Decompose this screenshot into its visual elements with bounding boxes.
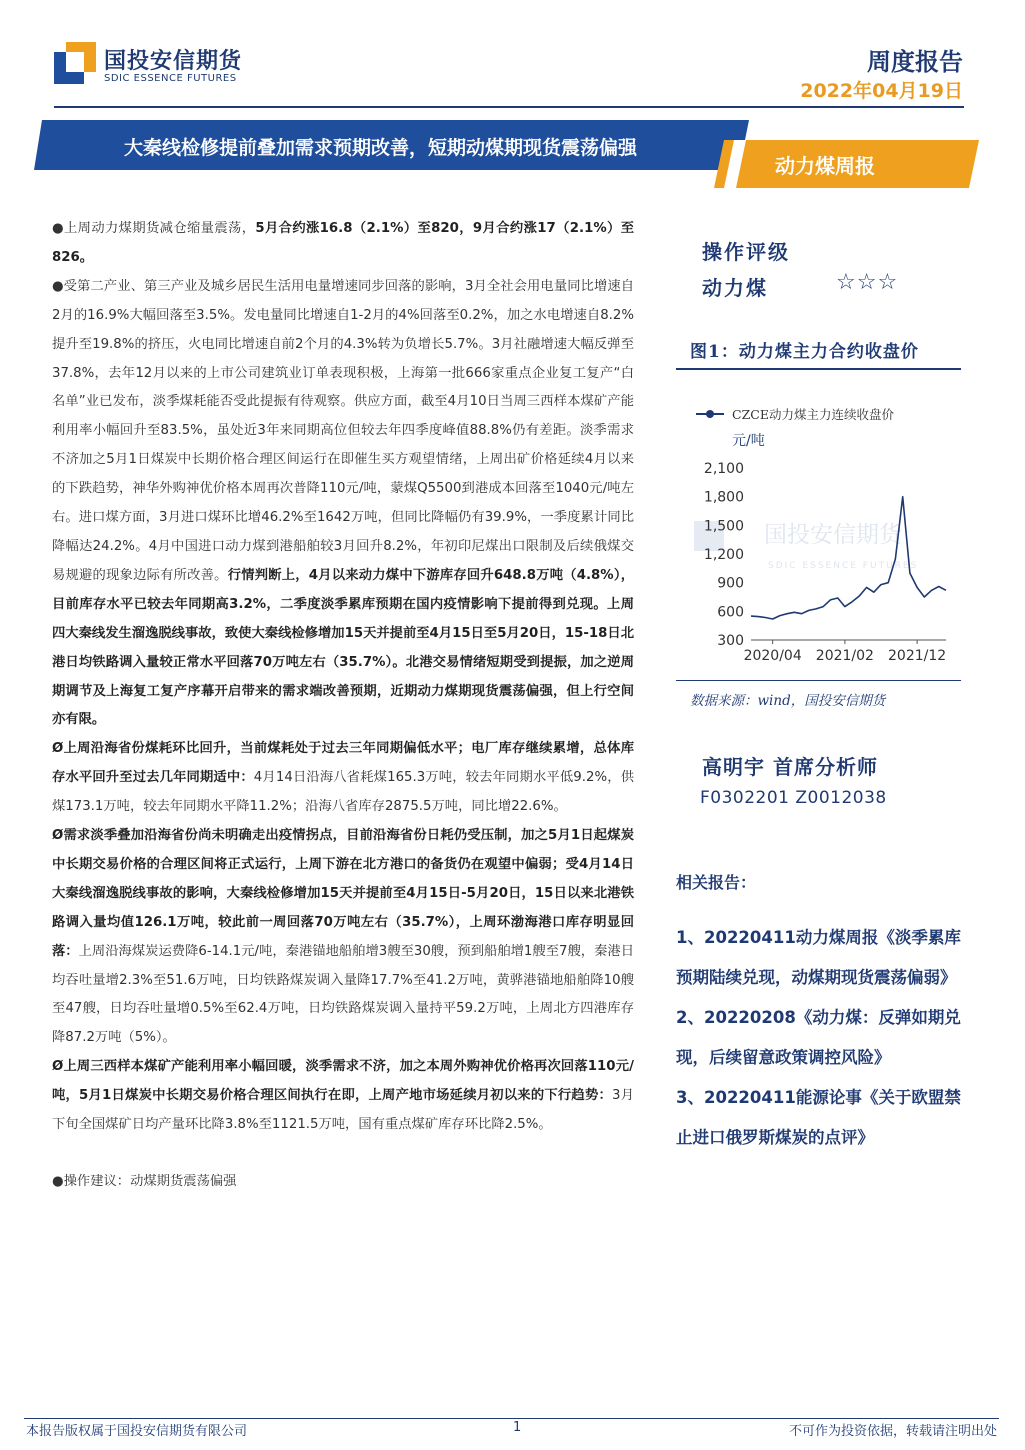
text-run-bold: 5月合约涨16.8（2.1%）至820，9月合约涨17（2.1%）至826。	[52, 221, 635, 265]
figure-bottom-divider	[676, 680, 961, 681]
rating-stars-icon: ☆☆☆	[836, 270, 899, 295]
footer-divider	[24, 1418, 999, 1419]
footer-disclaimer: 不可作为投资依据，转载请注明出处	[788, 1424, 997, 1439]
legend-marker	[706, 410, 714, 418]
related-report-link[interactable]: 2、20220208《动力煤：反弹如期兑现，后续留意政策调控风险》	[676, 1008, 961, 1067]
text-run-bold: Ø需求淡季叠加沿海省份尚未明确走出疫情拐点，目前沿海省份日耗仍受压制，加之5月1日起煤炭中长期交易价格的合理区间将正式运行，上周下游在北方港口的备货仍在观望中偏弱；受4月14日大秦线溜逸脱线事故的影响，大秦线检修增加15天并提前至4月15日-5月20日，15日以来北港铁路调入量均值126.1万吨，较此前一周回落70万吨左右（35.7%），上周环渤海港口库存明显回落：	[52, 828, 634, 959]
text-run-bold: Ø上周三西样本煤矿产能利用率小幅回暖，淡季需求不济，加之本周外购神优价格再次回落110元/吨，5月1日煤炭中长期交易价格合理区间执行在即，上周产地市场延续月初以来的下行趋势：	[52, 1059, 634, 1104]
related-report-link[interactable]: 3、20220411能源论事《关于欧盟禁止进口俄罗斯煤炭的点评》	[676, 1088, 961, 1147]
text-run: ●上周动力煤期货减仓缩量震荡，	[52, 221, 256, 236]
rating-label: 动力煤	[702, 276, 768, 300]
y-tick-label: 300	[717, 633, 744, 649]
header-divider	[54, 106, 964, 108]
data-source: 数据来源：wind，国投安信期货	[690, 693, 886, 709]
text-run: 3月下旬全国煤矿日均产量环比降3.8%至1121.5万吨，国有重点煤矿库存环比降2.5%。	[52, 1088, 634, 1133]
paragraph-port-logistics	[52, 822, 634, 1053]
related-reports-title: 相关报告：	[676, 873, 757, 892]
logo-mark-icon	[54, 42, 96, 84]
report-body	[52, 215, 634, 1197]
related-report-link[interactable]: 1、20220411动力煤周报《淡季累库预期陆续兑现，动煤期现货震荡偏弱》	[676, 928, 961, 987]
chart-series	[751, 497, 946, 619]
chart-x-axis	[744, 640, 947, 664]
company-name-cn: 国投安信期货	[104, 49, 243, 74]
y-tick-label: 900	[717, 575, 744, 592]
report-headline: 大秦线检修提前叠加需求预期改善，短期动煤期现货震荡偏强	[124, 137, 638, 159]
related-reports-list	[676, 918, 976, 1158]
x-tick-label: 2021/12	[888, 648, 947, 664]
y-tick-label: 1,800	[703, 489, 744, 506]
paragraph-coastal-consumption	[52, 735, 634, 822]
analyst-name: 高明宇 首席分析师	[702, 755, 878, 779]
analyst-license-ids: F0302201 Z0012038	[700, 788, 887, 808]
footer-copyright: 本报告版权属于国投安信期货有限公司	[26, 1424, 248, 1439]
company-logo	[54, 40, 244, 90]
report-date: 2022年04月19日	[800, 80, 963, 102]
legend-label: CZCE动力煤主力连续收盘价	[732, 407, 894, 422]
spacer	[52, 1140, 634, 1168]
y-tick-label: 1,500	[703, 518, 744, 535]
report-series-tag: 动力煤周报	[775, 154, 875, 178]
figure-title: 图1：动力煤主力合约收盘价	[690, 342, 919, 362]
company-name-en: SDIC ESSENCE FUTURES	[104, 73, 237, 84]
x-tick-label: 2021/02	[815, 648, 874, 664]
y-tick-label: 600	[717, 604, 744, 621]
chart-y-axis	[704, 461, 744, 649]
x-tick-label: 2020/04	[743, 648, 802, 664]
series-line	[751, 497, 946, 619]
watermark-text-en: SDIC ESSENCE FUTURES	[768, 561, 919, 571]
paragraph-market-analysis	[52, 273, 634, 736]
text-run: 上周沿海煤炭运费降6-14.1元/吨，秦港锚地船舶增3艘至30艘，预到船舶增1艘至7艘，秦港日均吞吐量增2.3%至51.6万吨，日均铁路煤炭调入量降17.7%至41.2万吨，黄骅港锚地船舶降10艘至47艘，日均吞吐量增0.5%至62.4万吨，日均铁路煤炭调入量持平59.2万吨，上周北方四港库存降87.2万吨（5%）。	[52, 943, 635, 1046]
chart-legend	[696, 407, 894, 449]
report-type: 周度报告	[867, 48, 963, 76]
y-tick-label: 1,200	[703, 547, 744, 563]
rating-title: 操作评级	[702, 240, 790, 264]
y-axis-unit: 元/吨	[732, 433, 765, 449]
figure-divider	[676, 368, 961, 370]
page-number: 1	[513, 1420, 522, 1435]
watermark-text-cn: 国投安信期货	[764, 522, 902, 548]
price-chart	[676, 396, 966, 676]
y-tick-label: 2,100	[703, 461, 744, 477]
text-run-bold: 行情判断上，4月以来动力煤中下游库存回升648.8万吨（4.8%），目前库存水平已较去年同期高3.2%，二季度淡季累库预期在国内疫情影响下提前得到兑现。上周四大秦线发生溜逸脱线事故，致使大秦线检修增加15天并提前至4月15日至5月20日，15-18日北港日均铁路调入量较正常水平回落70万吨左右（35.7%）。北港交易情绪短期受到提振，加之逆周期调节及上海复工复产序幕开启带来的需求端改善预期，近期动力煤期现货震荡偏强，但上行空间亦有限。	[52, 567, 634, 728]
paragraph-production-area	[52, 1053, 634, 1140]
paragraph-futures-summary	[52, 215, 634, 273]
text-run: ●受第二产业、第三产业及城乡居民生活用电量增速同步回落的影响，3月全社会用电量同比增速自2月的16.9%大幅回落至3.5%。发电量同比增速自1-2月的4%回落至0.2%，加之水电增速自8.2%提升至19.8%的挤压，火电同比增速自前2个月的4.3%转为负增长5.7%。3月社融增速大幅反弹至37.8%，去年12月以来的上市公司建筑业订单表现积极，上海第一批666家重点企业复工复产“白名单”业已发布，淡季煤耗能否受此提振有待观察。供应方面，截至4月10日当周三西样本煤矿产能利用率小幅回升至83.5%，虽处近3年来同期高位但较去年四季度峰值88.8%仍有差距。淡季需求不济加之5月1日煤炭中长期价格合理区间运行在即催生买方观望情绪，上周出矿价格延续4月以来的下跌趋势，神华外购神优价格本周再次普降110元/吨，蒙煤Q5500到港成本回落至1040元/吨左右。进口煤方面，3月进口煤环比增46.2%至1642万吨，但同比降幅仍有39.9%，一季度累计同比降幅达24.2%。4月中国进口动力煤到港船舶较3月回升8.2%，年初印尼煤出口限制及后续俄煤交易规避的现象边际有所改善。	[52, 278, 634, 583]
text-run: 4月14日沿海八省耗煤165.3万吨，较去年同期水平低9.2%，供煤173.1万吨，较去年同期水平降11.2%；沿海八省库存2875.5万吨，同比增22.6%。	[52, 770, 634, 815]
text-run-bold: Ø上周沿海省份煤耗环比回升，当前煤耗处于过去三年同期偏低水平；电厂库存继续累增，总体库存水平回升至过去几年同期适中：	[52, 741, 634, 786]
paragraph-operation-advice: ●操作建议：动煤期货震荡偏强	[52, 1174, 237, 1189]
